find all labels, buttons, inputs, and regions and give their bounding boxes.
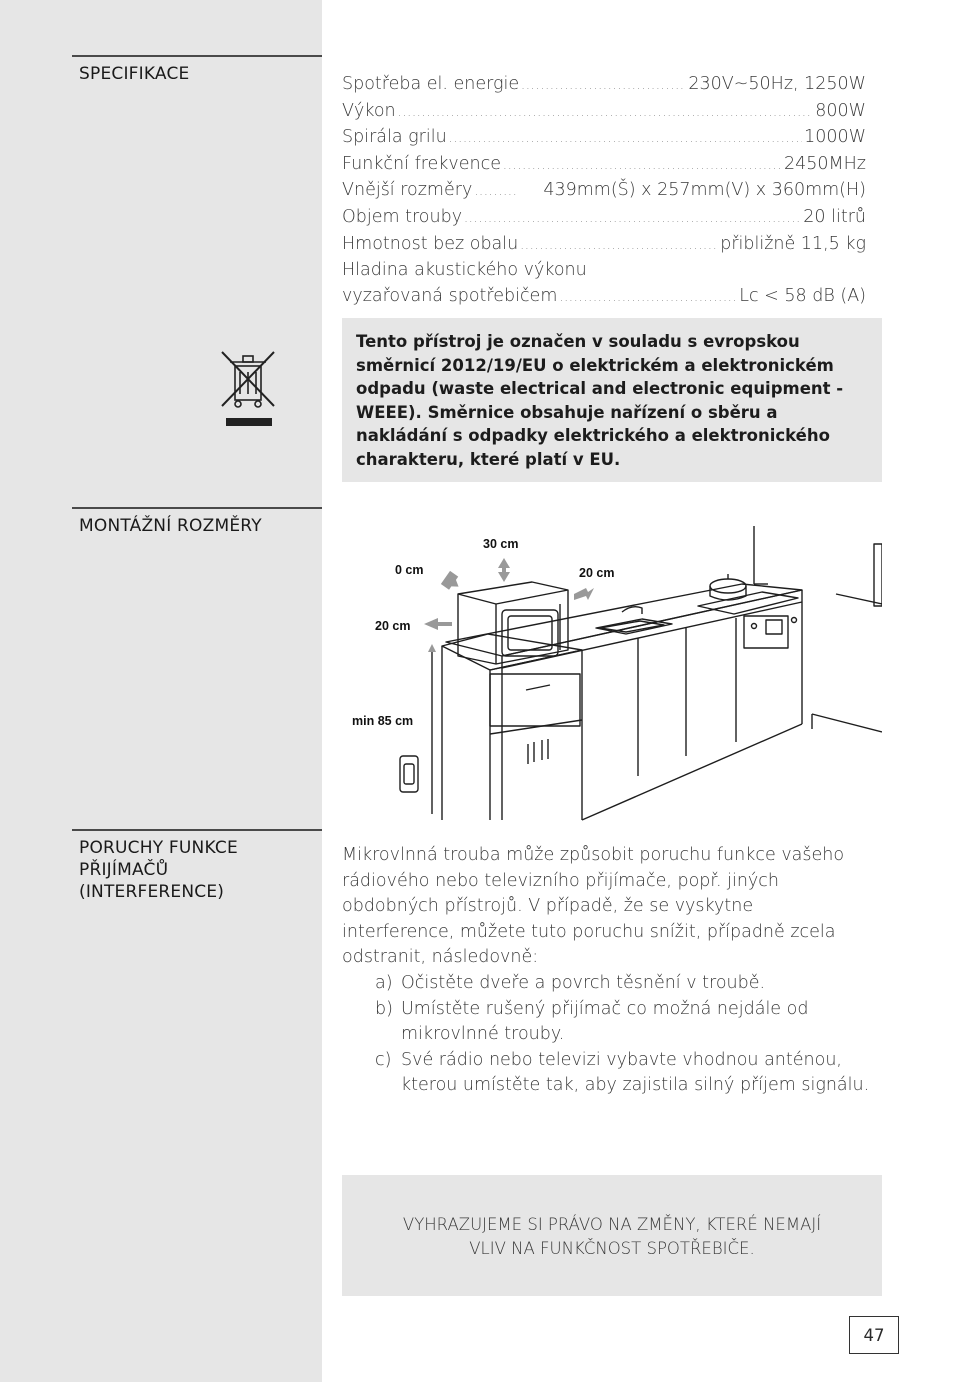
spec-row — [342, 178, 866, 205]
spec-value: 439mm(Š) x 257mm(V) x 360mm(H) — [543, 180, 866, 201]
spec-label: vyzařovaná spotřebičem — [342, 285, 558, 306]
steps-list — [342, 971, 882, 1099]
disclaimer-text: VYHRAZUJEME SI PRÁVO NA ZMĚNY, KTERÉ NEMAJÍ VLIV NA FUNKČNOST SPOTŘEBIČE. — [402, 1215, 822, 1258]
spec-label: Funkční frekvence — [342, 153, 502, 174]
spec-row — [342, 125, 866, 152]
spec-value: 800W — [815, 100, 866, 121]
clearance-label-right: 20 cm — [579, 566, 615, 580]
spec-row — [342, 205, 866, 232]
section-title-interference: PORUCHY FUNKCE PŘIJÍMAČŮ (INTERFERENCE) — [79, 838, 238, 902]
section-divider — [72, 507, 322, 509]
spec-value: přibližně 11,5 kg — [720, 233, 866, 254]
spec-value: 230V~50Hz, 1250W — [688, 74, 866, 94]
spec-row — [342, 99, 866, 126]
clearance-label-left: 0 cm — [395, 563, 424, 577]
spec-value: 2450MHz — [784, 153, 866, 174]
section-divider — [72, 55, 322, 57]
clearance-label-top: 30 cm — [483, 537, 519, 551]
intro-paragraph: Mikrovlnná trouba může způsobit poruchu funkce vašeho rádiového nebo televizního přijímače, popř. jiných obdobných přístrojů. V případě, že se vyskytne interference, můžete tuto poruchu snížit, případně zcela odstranit, následovně: — [342, 845, 845, 968]
spec-value: 1000W — [804, 127, 866, 148]
spec-row — [342, 232, 866, 259]
page-number: 47 — [849, 1316, 899, 1354]
interference-text — [342, 843, 882, 1099]
spec-label: Objem trouby — [342, 206, 463, 227]
spec-label: Hmotnost bez obalu — [342, 233, 519, 254]
disclaimer-box — [342, 1175, 882, 1296]
spec-row — [342, 258, 866, 284]
spec-list — [342, 72, 866, 310]
spec-label: Vnější rozměry — [342, 180, 473, 201]
weee-notice — [342, 318, 882, 482]
weee-text: Tento přístroj je označen v souladu s evropskou směrnicí 2012/19/EU o elektrickém a elektronickém odpadu (waste electrical and electronic equipment - WEEE). Směrnice obsahuje nařízení o sběru a nakládání s odpadky elektrického a elektronického charakteru, které platí v EU. — [356, 332, 844, 469]
spec-row — [342, 284, 866, 311]
spec-label: Hladina akustického výkonu — [342, 260, 587, 281]
list-item: c) Své rádio nebo televizi vybavte vhodnou anténou, kterou umístěte tak, aby zajistila silný příjem signálu. — [375, 1049, 870, 1096]
clearance-label-height: min 85 cm — [352, 714, 414, 728]
spec-value: Lc < 58 dB (A) — [739, 285, 866, 306]
spec-row — [342, 72, 866, 99]
spec-label: Výkon — [342, 100, 396, 121]
installation-clearance-diagram — [342, 524, 882, 822]
spec-label: Spotřeba el. energie — [342, 74, 520, 94]
section-title-spec: SPECIFIKACE — [79, 64, 190, 84]
crossed-out-wheelie-bin-icon — [218, 348, 278, 430]
list-item: a) Očistěte dveře a povrch těsnění v troubě. — [375, 972, 766, 993]
list-item: b) Umístěte rušený přijímač co možná nejdále od mikrovlnné trouby. — [375, 998, 809, 1045]
left-sidebar — [0, 0, 322, 1382]
spec-row — [342, 152, 866, 179]
clearance-label-back: 20 cm — [375, 619, 411, 633]
spec-label: Spirála grilu — [342, 127, 447, 148]
spec-value: 20 litrů — [803, 206, 866, 227]
section-title-mount: MONTÁŽNÍ ROZMĚRY — [79, 516, 262, 536]
section-divider — [72, 829, 322, 831]
